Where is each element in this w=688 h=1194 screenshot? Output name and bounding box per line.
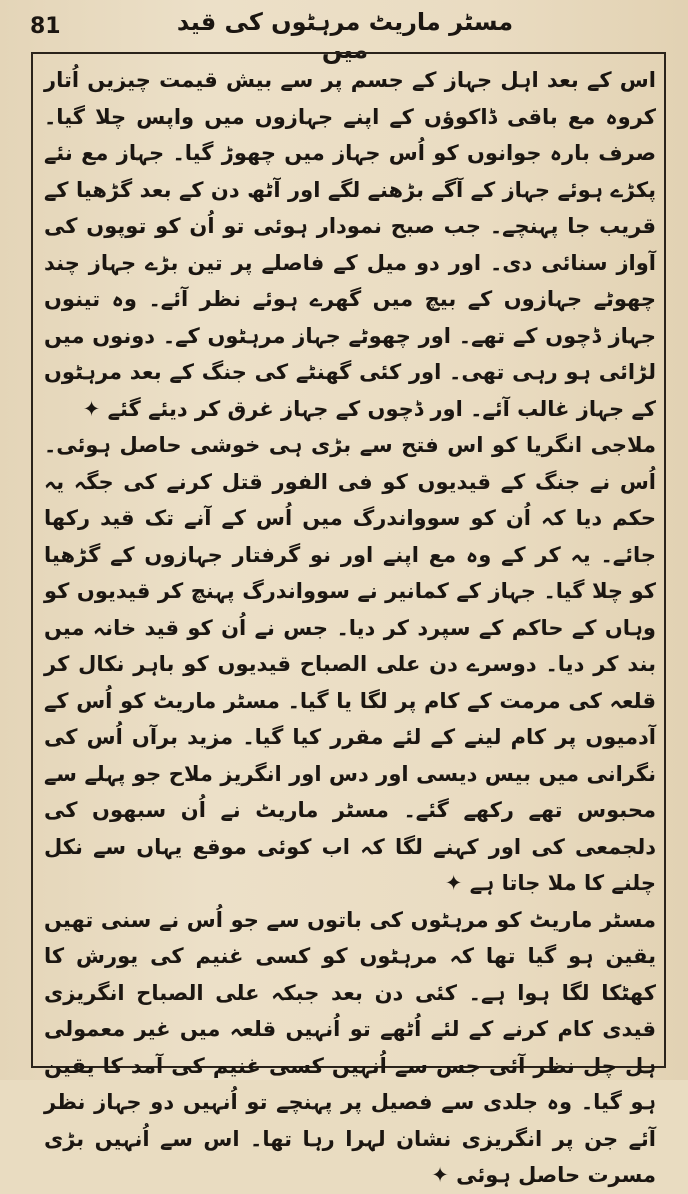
paragraph-1: اس کے بعد اہل جہاز کے جسم پر سے بیش قیمت چیزیں اُتار کروہ مع باقی ڈاکوؤں کے اپنے جہازوں میں واپس چلا گیا۔ صرف بارہ جوانوں کو اُس جہاز میں چھوڑ گیا۔ جہاز مع نئے پکڑے ہوئے جہاز کے آگے بڑھنے لگے اور آٹھ دن کے بعد گڑھیا کے قریب جا پہنچے۔ جب صبح نمودار ہوئی تو اُن کو توپوں کی آواز سنائی دی۔ اور دو میل کے فاصلے پر تین بڑے جہاز چند چھوٹے جہازوں کے بیچ میں گھرے ہوئے نظر آئے۔ وہ تینوں جہاز ڈچوں کے تھے۔ اور چھوٹے جہاز مرہٹوں کے۔ دونوں میں لڑائی ہو رہی تھی۔ اور کئی گھنٹے کی جنگ کے بعد مرہٹوں کے جہاز غالب آئے۔ اور ڈچوں کے جہاز غرق کر دیئے گئے ✦ bbox=[44, 68, 656, 421]
body-text bbox=[44, 62, 656, 1194]
paragraph-3: مسٹر ماریٹ کو مرہٹوں کی باتوں سے جو اُس نے سنی تھیں یقین ہو گیا تھا کہ مرہٹوں کو کسی غنیم کی یورش کا کھٹکا لگا ہوا ہے۔ کئی دن بعد جبکہ علی الصباح انگریزی قیدی کام کرنے کے لئے اُٹھے تو اُنہیں قلعہ میں غیر معمولی ہل چل نظر آئی جس سے اُنہیں کسی غنیم کی آمد کا یقین ہو گیا۔ وہ جلدی سے فصیل پر پہنچے تو اُنہیں دو جہاز نظر آئے جن پر انگریزی نشان لہرا رہا تھا۔ اس سے اُنہیں بڑی مسرت حاصل ہوئی ✦ bbox=[44, 907, 656, 1187]
paragraph-2: ملاجی انگریا کو اس فتح سے بڑی ہی خوشی حاصل ہوئی۔ اُس نے جنگ کے قیدیوں کو فی الفور قتل کرنے کی جگہ یہ حکم دیا کہ اُن کو سوواندرگ میں اُس کے آنے تک قید رکھا جائے۔ یہ کر کے وہ مع اپنے اور نو گرفتار جہازوں کے گڑھیا کو چلا گیا۔ جہاز کے کمانیر نے سوواندرگ پہنچ کر قیدیوں کو وہاں کے حاکم کے سپرد کر دیا۔ جس نے اُن کو قید خانہ میں بند کر دیا۔ دوسرے دن علی الصباح قیدیوں کو باہر نکال کر قلعہ کی مرمت کے کام پر لگا یا گیا۔ مسٹر ماریٹ کو اُس کے آدمیوں پر کام لینے کے لئے مقرر کیا گیا۔ مزید برآں اُس کی نگرانی میں بیس دیسی اور دس اور انگریز ملاح جو پہلے سے محبوس تھے رکھے گئے۔ مسٹر ماریٹ نے اُن سبھوں کی دلجمعی کی اور کہنے لگا کہ اب کوئی موقع یہاں سے نکل چلنے کا ملا جاتا ہے ✦ bbox=[44, 433, 656, 895]
running-title: مسٹر ماریٹ مرہٹوں کی قید میں bbox=[176, 8, 514, 64]
page-header bbox=[0, 0, 688, 64]
page-number: 81 bbox=[30, 14, 61, 39]
